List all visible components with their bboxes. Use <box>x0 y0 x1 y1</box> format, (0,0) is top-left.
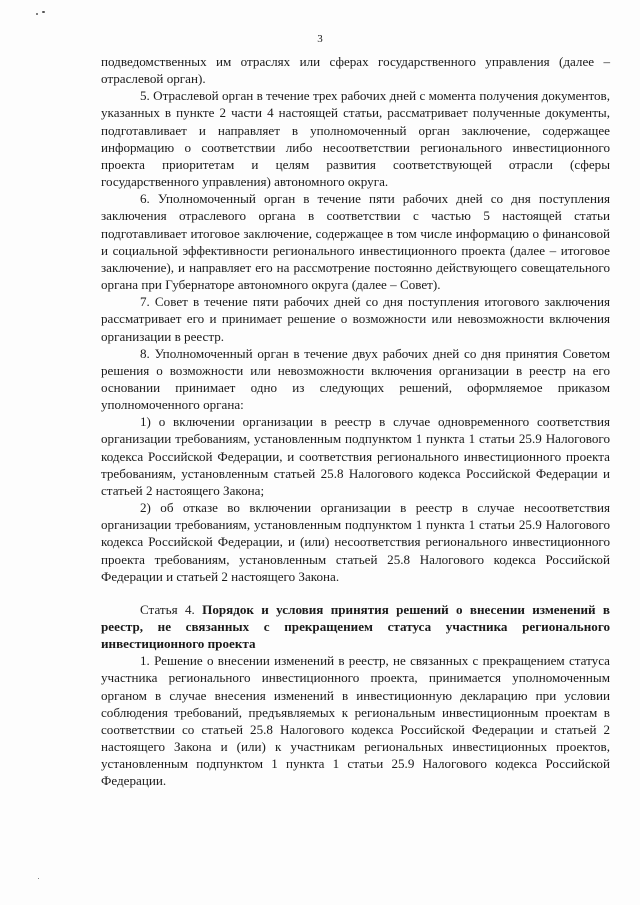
scan-speck <box>38 878 39 879</box>
paragraph-subpoint-1: 1) о включении организации в реестр в случае одновременного соответствия организации требованиям, установленным подпунктом 1 пункта 1 статьи 25.9 Налогового кодекса Российской Федерации, и соответствия регионального инвестиционного проекта требованиям, установленным статьей 25.8 Налогового кодекса Российской Федерации и статьей 2 настоящего Закона; <box>101 414 610 498</box>
paragraph-subpoint-2: 2) об отказе во включении организации в реестр в случае несоответствия организации требованиям, установленным подпунктом 1 пункта 1 статьи 25.9 Налогового кодекса Российской Федерации, и (или) несоответствия регионального инвестиционного проекта требованиям, установленным статьей 25.8 Налогового кодекса Российской Федерации и статьей 2 настоящего Закона. <box>101 500 610 584</box>
paragraph-point-5: 5. Отраслевой орган в течение трех рабочих дней с момента получения документов, указанных в пункте 2 части 4 настоящей статьи, рассматривает полученные документы, подготавливает и направляет в уполномоченный орган заключение, содержащее информацию о соответствии либо несоответствии регионального инвестиционного проекта приоритетам и целям развития соответствующей отрасли (сферы государственного управления) автономного округа. <box>101 88 610 190</box>
article-heading <box>101 601 610 652</box>
scan-speck <box>42 11 45 13</box>
article-label: Статья 4. <box>140 601 195 617</box>
paragraph-continuation: подведомственных им отраслях или сферах государственного управления (далее – отраслевой орган). <box>101 54 610 87</box>
paragraph-point-7: 7. Совет в течение пяти рабочих дней со дня поступления итогового заключения рассматривает его и принимает решение о возможности или невозможности включения организации в реестр. <box>101 294 610 344</box>
paragraph-point-6: 6. Уполномоченный орган в течение пяти рабочих дней со дня поступления заключения отраслевого органа в соответствии с частью 5 настоящей статьи подготавливает итоговое заключение, содержащее в том числе информацию о финансовой и социальной эффективности регионального инвестиционного проекта (далее – итоговое заключение), и направляет его на рассмотрение постоянно действующего совещательного органа при Губернаторе автономного округа (далее – Совет). <box>101 191 610 293</box>
paragraph-point-8: 8. Уполномоченный орган в течение двух рабочих дней со дня принятия Советом решения о возможности или невозможности включения организации в реестр на его основании принимает одно из следующих решений, оформляемое приказом уполномоченного органа: <box>101 345 610 413</box>
article-title: Порядок и условия принятия решений о внесении изменений в реестр, не связанных с прекращением статуса участника регионального инвестиционного проекта <box>101 601 610 652</box>
page-number: 3 <box>317 33 323 45</box>
scan-speck <box>36 13 38 15</box>
document-body <box>101 53 610 790</box>
paragraph-article4-point-1: 1. Решение о внесении изменений в реестр, не связанных с прекращением статуса участника регионального инвестиционного проекта, принимается уполномоченным органом в случае внесения изменений в инвестиционную декларацию при условии соблюдения требований, предъявляемых к региональным инвестиционным проектам в соответствии со статьей 25.8 Налогового кодекса Российской Федерации и статьей 2 настоящего Закона и (или) к участникам региональных инвестиционных проектов, установленным подпунктом 1 пункта 1 статьи 25.9 Налогового кодекса Российской Федерации. <box>101 653 610 789</box>
